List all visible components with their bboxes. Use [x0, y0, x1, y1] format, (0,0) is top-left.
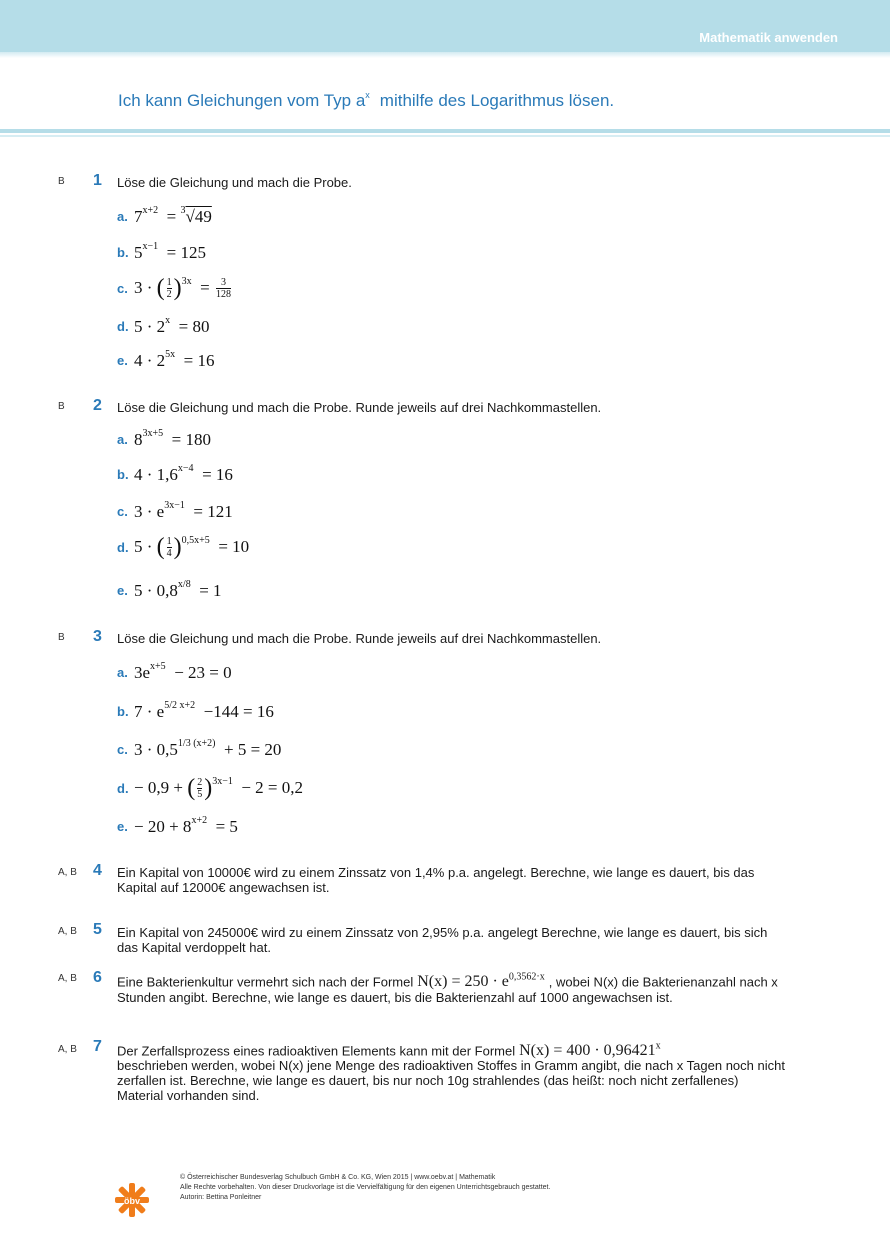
page-title: Ich kann Gleichungen vom Typ $a^x$ mithilfe des Logarithmus lösen. [118, 90, 615, 110]
oebv-logo [115, 1183, 149, 1217]
subtask: c. $3 \cdot 0,5^{1/3 (x+2)} + 5 = 20$ [117, 738, 282, 759]
footer [180, 1173, 550, 1203]
task-instruction: Löse die Gleichung und mach die Probe. Runde jeweils auf drei Nachkommastellen. [117, 400, 602, 415]
subtask: b. $4 \cdot 1,6^{x-4} = 16$ [117, 463, 233, 484]
subtask: a. $3e^{x+5} - 23 = 0$ [117, 661, 232, 682]
formula: $N(x) = 400 \cdot 0,96421^x$ [519, 1041, 661, 1060]
subtask: e. $5 \cdot 0,8^{x/8} = 1$ [117, 579, 222, 600]
subtask: c. $3 \cdot e^{3x-1} = 121$ [117, 500, 233, 521]
subtask: e. $4 \cdot 2^{5x} = 16$ [117, 349, 215, 370]
logo-text: öbv [123, 1196, 141, 1206]
task-level: B [58, 632, 65, 643]
subtask: a. $7^{x+2} = ^3√49$ [117, 205, 212, 226]
subtask: d. − 0,9 + ( $\frac{2}{5}$ )$^{3x-1}$ − 2 = 0,2 [117, 774, 304, 801]
formula: $N(x) = 250 \cdot e^{0,3562\cdot x}$ [417, 972, 545, 991]
task-text: Eine Bakterienkultur vermehrt sich nach der Formel $N(x) = 250 \cdot e^{0,3562\cdot x}$ , wobei N(x) die Bakterienanzahl nach x Stunden angibt. Berechne, wie lange es dauert, bis die Bakterienzahl auf 1000 angewachsen ist. [117, 972, 778, 1006]
task-instruction: Löse die Gleichung und mach die Probe. Runde jeweils auf drei Nachkommastellen. [117, 631, 602, 646]
task-level: B [58, 401, 65, 412]
task-level: B [58, 176, 65, 187]
task-number: 2 [93, 397, 102, 414]
task-level: A, B [58, 973, 77, 984]
footer-copyright: © Österreichischer Bundesverlag Schulbuch GmbH & Co. KG, Wien 2015 | www.oebv.at | Mathematik [180, 1174, 496, 1181]
task-text: Der Zerfallsprozess eines radioaktiven Elements kann mit der Formel $N(x) = 400 \cdot 0,96421^x$ beschrieben werden, wobei N(x) jene Menge des radioaktiven Stoffes in Gramm angibt, die nach x Tagen noch nicht zerfallen ist. Berechne, wie lange es dauert, bis nur noch 10g strahlendes (das heißt: noch nicht zerfallenes) Material vorhanden sind. [117, 1041, 785, 1104]
subtask: c. 3 · ( $\frac{1}{2}$ )$^{3x}$ = $\frac{3}{128}$ [117, 274, 232, 301]
subtask: b. $5^{x-1} = 125$ [117, 241, 206, 262]
task-number: 4 [93, 862, 102, 879]
subtask: a. $8^{3x+5} = 180$ [117, 428, 211, 449]
subtask: e. − $20 + 8^{x+2} = 5$ [117, 815, 238, 836]
task-number: 6 [93, 969, 102, 986]
task-number: 1 [93, 172, 102, 189]
subtask: b. $7 \cdot e^{5/2 x+2} -144 = 16$ [117, 700, 274, 721]
task-text: Ein Kapital von 10000€ wird zu einem Zinssatz von 1,4% p.a. angelegt. Berechne, wie lange es dauert, bis das Kapital auf 12000€ angewachsen ist. [117, 865, 755, 895]
task-level: A, B [58, 926, 77, 937]
task-level: A, B [58, 1044, 77, 1055]
footer-author: Autorin: Bettina Ponleitner [180, 1194, 262, 1201]
subtask: d. 5 · ( $\frac{1}{4}$ )$^{0,5x+5}$ = 10 [117, 533, 250, 560]
task-number: 3 [93, 628, 102, 645]
header-label: Mathematik anwenden [699, 30, 838, 45]
title-rule-light [0, 135, 890, 137]
footer-rights: Alle Rechte vorbehalten. Von dieser Druckvorlage ist die Vervielfältigung für den eigenen Unterrichtsgebrauch gestattet. [180, 1184, 551, 1191]
task-number: 7 [93, 1038, 102, 1055]
task-level: A, B [58, 867, 77, 878]
task-instruction: Löse die Gleichung und mach die Probe. [117, 175, 352, 190]
title-rule [0, 129, 890, 133]
task-number: 5 [93, 921, 102, 938]
subtask: d. $5 \cdot 2^x = 80$ [117, 315, 210, 336]
task-text: Ein Kapital von 245000€ wird zu einem Zinssatz von 2,95% p.a. angelegt Berechne, wie lange es dauert, bis sich das Kapital verdoppelt hat. [117, 925, 768, 955]
